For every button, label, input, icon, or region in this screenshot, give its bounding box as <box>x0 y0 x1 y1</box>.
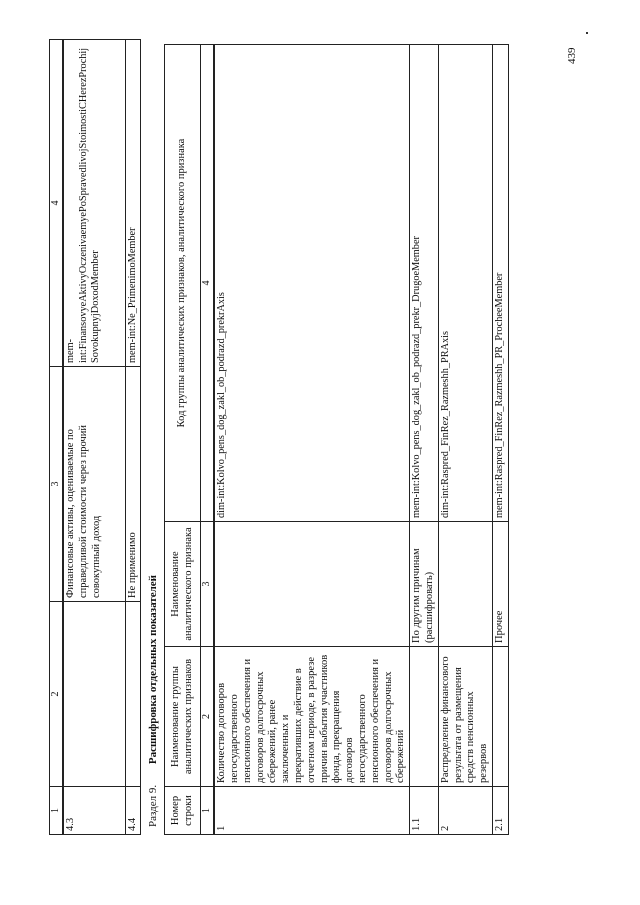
row-code: dim-int:Raspred_FinRez_Razmeshh_PRAxis <box>438 45 492 522</box>
row-number: 1 <box>214 787 409 835</box>
table-header-row <box>165 45 201 835</box>
row-attribute-name: Финансовые активы, оцениваемые по справедливой стоимости через прочий совокупный доход <box>63 367 125 602</box>
col-number: 3 <box>201 522 215 647</box>
row-code: mem-int:FinansovyeAktivyOczenivaemyePoSpravedlivojStoimostiCHerezProchijSovokupnyjDoxodMember <box>63 40 125 367</box>
table-row <box>125 40 141 835</box>
table-row <box>410 45 439 835</box>
table-row <box>492 45 508 835</box>
row-group-name <box>410 647 439 787</box>
rotated-document <box>49 35 505 835</box>
row-group-name: Распределение финансового результата от размещения средств пенсионных резервов <box>438 647 492 787</box>
row-attribute-name: По другим причинам (расшифровать) <box>410 522 439 647</box>
row-number: 1.1 <box>410 787 439 835</box>
col-number: 4 <box>201 45 215 522</box>
row-code: dim-int:Kolvo_pens_dog_zakl_ob_podrazd_prekrAxis <box>214 45 409 522</box>
table-row <box>438 45 492 835</box>
col-number: 1 <box>50 787 64 835</box>
table-indicators <box>164 44 509 835</box>
header-code: Код группы аналитических признаков, аналитического признака <box>165 45 201 522</box>
table-col-numbers <box>201 45 215 835</box>
row-group-name <box>492 647 508 787</box>
col-number: 1 <box>201 787 215 835</box>
header-row-number: Номер строки <box>165 787 201 835</box>
col-number: 4 <box>50 40 64 367</box>
section-label: Раздел 9. <box>147 784 159 827</box>
table-col-numbers <box>50 40 64 835</box>
table-continued <box>49 39 141 835</box>
row-number: 2 <box>438 787 492 835</box>
section-title: Расшифровка отдельных показателей <box>147 575 159 765</box>
col-number: 3 <box>50 367 64 602</box>
table-row <box>214 45 409 835</box>
row-attribute-name: Прочее <box>492 522 508 647</box>
row-number: 4.3 <box>63 787 125 835</box>
row-group-name <box>125 602 141 787</box>
row-code: mem-int:Kolvo_pens_dog_zakl_ob_podrazd_prekr_DrugoeMember <box>410 45 439 522</box>
col-number: 2 <box>201 647 215 787</box>
row-group-name: Количество договоров негосударственного пенсионного обеспечения и договоров долгосрочных сбережений, ранее заключенных и прекративших действие в отчетном периоде, в разрезе причин выбытия участников фонда, прекращения договоров негосударственного пенсионного обеспечения и договоров долгосрочных сбережений <box>214 647 409 787</box>
page-number: 439 <box>566 47 578 64</box>
row-attribute-name <box>214 522 409 647</box>
row-code: mem-int:Raspred_FinRez_Razmeshh_PR_ProcheeMember <box>492 45 508 522</box>
row-attribute-name: Не применимо <box>125 367 141 602</box>
col-number: 2 <box>50 602 64 787</box>
section-heading <box>147 575 159 827</box>
row-group-name <box>63 602 125 787</box>
row-number: 2.1 <box>492 787 508 835</box>
row-code: mem-int:Ne_PrimenimoMember <box>125 40 141 367</box>
header-group-name: Наименование группы аналитических признаков <box>165 647 201 787</box>
row-attribute-name <box>438 522 492 647</box>
table-row <box>63 40 125 835</box>
stray-mark <box>586 32 588 34</box>
header-attribute-name: Наименование аналитического признака <box>165 522 201 647</box>
row-number: 4.4 <box>125 787 141 835</box>
